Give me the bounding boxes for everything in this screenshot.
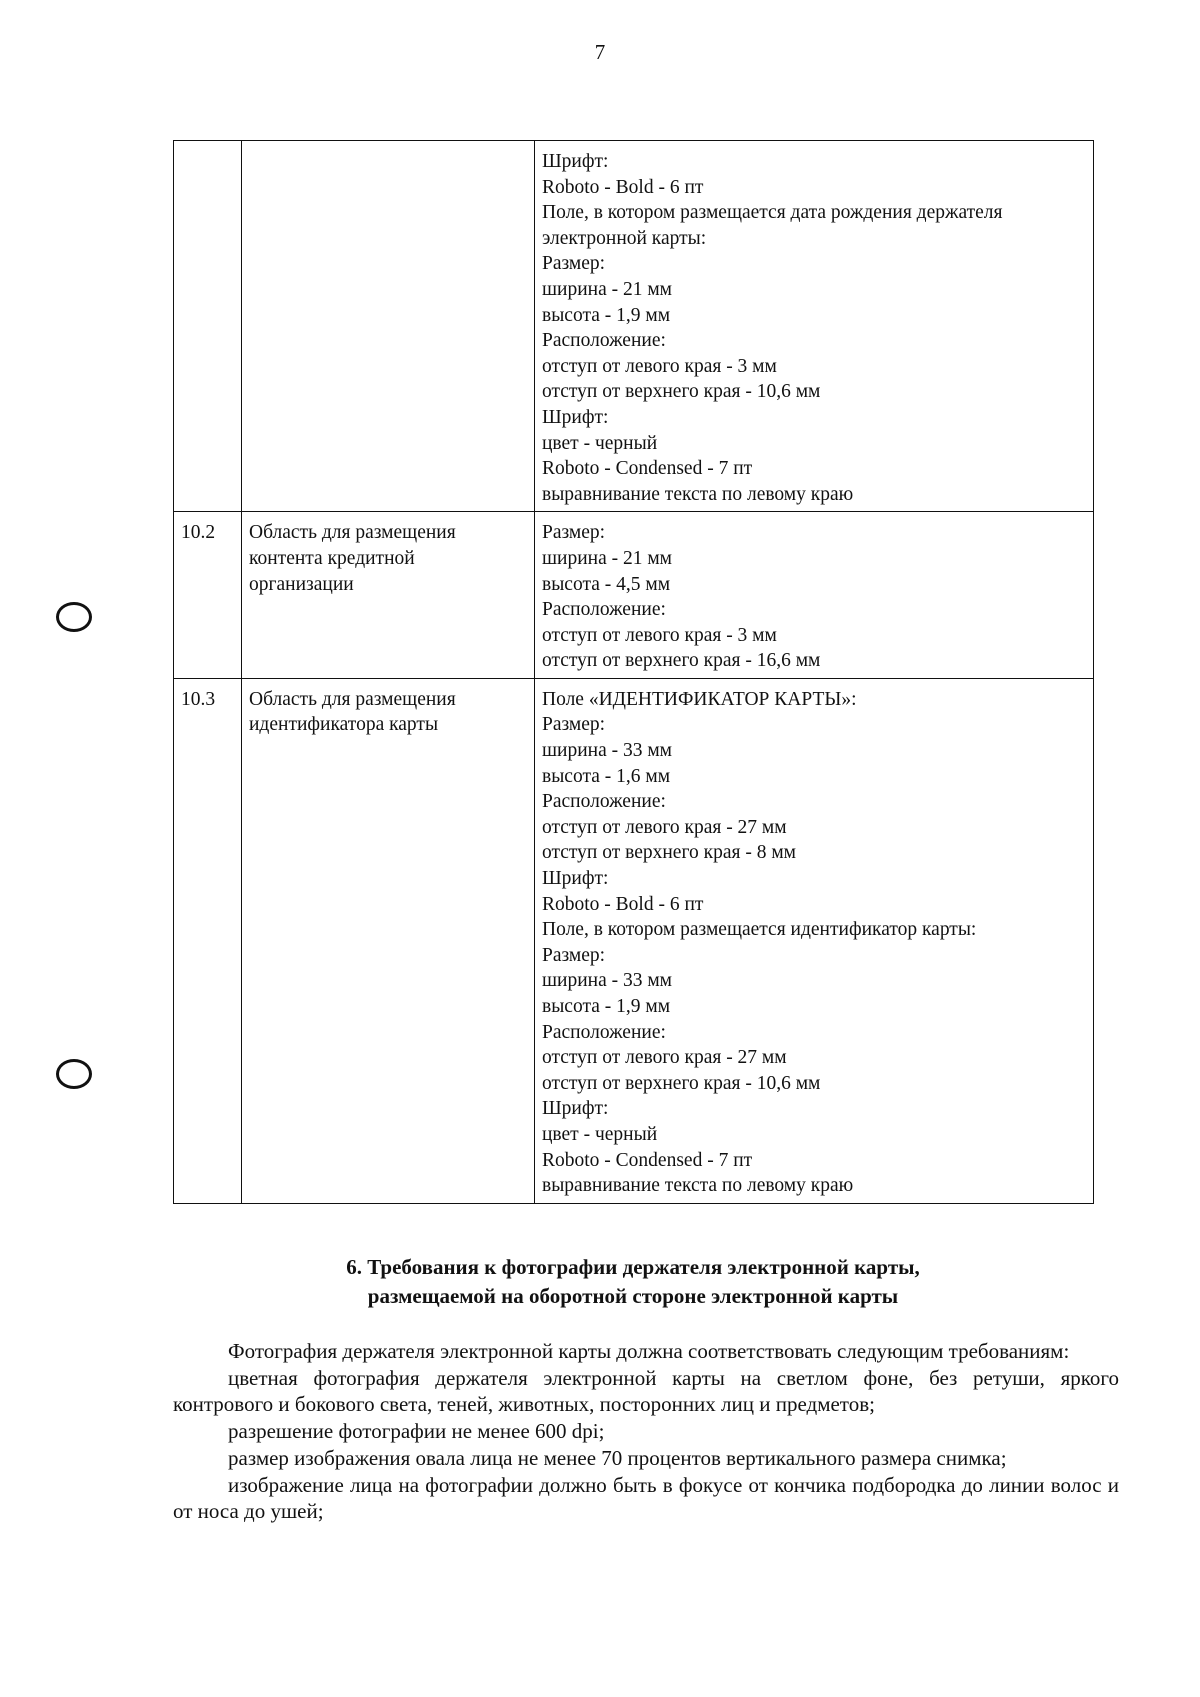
section-heading-line-2: размещаемой на оборотной стороне электронной карты — [367, 1284, 899, 1308]
table-body — [174, 141, 1094, 1204]
spec-line: Roboto - Bold - 6 пт — [542, 176, 704, 198]
area-name-line: организации — [249, 573, 354, 595]
spec-line: высота - 1,6 мм — [542, 765, 671, 787]
spec-line: Размер: — [542, 944, 606, 966]
area-name-line: контента кредитной — [249, 547, 415, 569]
paragraph: изображение лица на фотографии должно быть в фокусе от кончика подбородка до линии волос и от носа до ушей; — [173, 1472, 1119, 1524]
spec-line: Поле «ИДЕНТИФИКАТОР КАРТЫ»: — [542, 688, 857, 710]
paragraph: разрешение фотографии не менее 600 dpi; — [228, 1419, 605, 1444]
paragraph: цветная фотография держателя электронной карты на светлом фоне, без ретуши, яркого контрового и бокового света, теней, животных, посторонних лиц и предметов; — [173, 1365, 1119, 1417]
spec-line: ширина - 21 мм — [542, 278, 673, 300]
spec-line: Размер: — [542, 522, 606, 544]
spec-line: Шрифт: — [542, 151, 609, 172]
spec-line: электронной карты: — [542, 227, 707, 249]
spec-line: Поле, в котором размещается идентификатор карты: — [542, 919, 977, 941]
spec-line: ширина - 21 мм — [542, 547, 673, 569]
area-name-line: Область для размещения — [249, 688, 456, 710]
spec-cell — [535, 512, 1094, 679]
spec-line: Roboto - Condensed - 7 пт — [542, 458, 753, 480]
spec-line: высота - 1,9 мм — [542, 304, 671, 326]
spec-line: Поле, в котором размещается дата рождения держателя — [542, 202, 1003, 224]
spec-line: ширина - 33 мм — [542, 740, 673, 762]
spec-line: Расположение: — [542, 599, 666, 621]
area-name-cell — [242, 141, 535, 512]
spec-line: Расположение: — [542, 330, 666, 352]
area-name-line: идентификатора карты — [249, 714, 439, 736]
table-row — [174, 678, 1094, 1203]
spec-line: отступ от левого края - 3 мм — [542, 355, 777, 377]
area-name-cell — [242, 512, 535, 679]
spec-line: выравнивание текста по левому краю — [542, 483, 854, 505]
table-row — [174, 512, 1094, 679]
spec-line: Расположение: — [542, 1021, 666, 1043]
section-body — [173, 1338, 1119, 1525]
specification-table — [173, 140, 1094, 1204]
row-number-cell: 10.2 — [174, 512, 242, 679]
spec-line: выравнивание текста по левому краю — [542, 1175, 854, 1197]
row-number-cell: 10.3 — [174, 678, 242, 1203]
spec-line: отступ от левого края - 27 мм — [542, 1047, 787, 1069]
spec-line: Шрифт: — [542, 1098, 609, 1120]
section-heading — [173, 1253, 1093, 1311]
spec-line: цвет - черный — [542, 432, 658, 454]
spec-line: Шрифт: — [542, 406, 609, 428]
paragraph: размер изображения овала лица не менее 70 процентов вертикального размера снимка; — [228, 1445, 1007, 1470]
punch-hole-mark — [56, 1059, 92, 1089]
spec-line: Шрифт: — [542, 868, 609, 890]
spec-line: отступ от верхнего края - 10,6 мм — [542, 1072, 821, 1094]
spec-line: высота - 4,5 мм — [542, 573, 671, 595]
spec-line: отступ от левого края - 27 мм — [542, 816, 787, 838]
spec-line: отступ от верхнего края - 16,6 мм — [542, 650, 821, 672]
section-heading-line-1: 6. Требования к фотографии держателя электронной карты, — [346, 1255, 920, 1279]
spec-line: Размер: — [542, 714, 606, 736]
punch-hole-mark — [56, 602, 92, 632]
spec-line: Расположение: — [542, 791, 666, 813]
spec-line: Roboto - Bold - 6 пт — [542, 893, 704, 915]
spec-cell — [535, 141, 1094, 512]
area-name-cell — [242, 678, 535, 1203]
page-number: 7 — [594, 40, 606, 64]
table-row — [174, 141, 1094, 512]
paragraph: Фотография держателя электронной карты должна соответствовать следующим требованиям: — [228, 1339, 1070, 1363]
spec-line: цвет - черный — [542, 1123, 658, 1145]
spec-line: высота - 1,9 мм — [542, 996, 671, 1017]
spec-line: отступ от верхнего края - 10,6 мм — [542, 381, 821, 403]
spec-line: отступ от верхнего края - 8 мм — [542, 842, 796, 864]
spec-line: Размер: — [542, 253, 606, 275]
spec-cell — [535, 678, 1094, 1203]
spec-line: Roboto - Condensed - 7 пт — [542, 1149, 753, 1171]
spec-line: отступ от левого края - 3 мм — [542, 624, 777, 646]
row-number-cell — [174, 141, 242, 512]
area-name-line: Область для размещения — [249, 522, 456, 544]
spec-line: ширина - 33 мм — [542, 970, 673, 992]
